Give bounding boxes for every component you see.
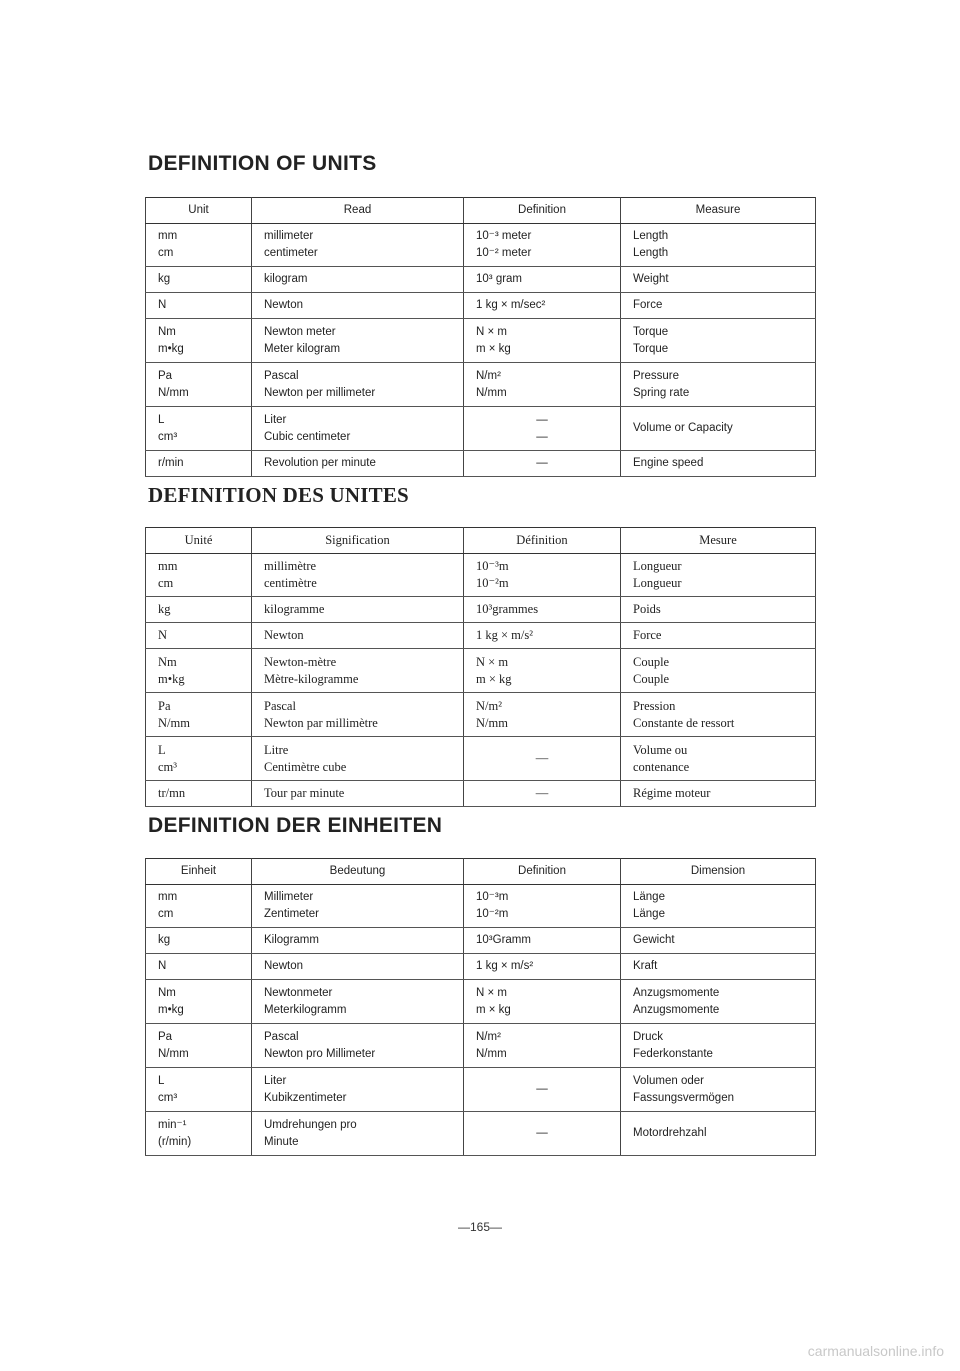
reading-cell: [252, 928, 464, 954]
reading-cell: [252, 293, 464, 319]
reading-text: Meter kilogram: [264, 342, 341, 355]
column-header: Signification: [252, 528, 464, 554]
definition-text: N × m: [476, 654, 509, 669]
table-row: [146, 885, 816, 928]
unit-text: m•kg: [158, 1003, 184, 1016]
definition-cell: [464, 885, 621, 928]
unit-text: kg: [158, 934, 171, 946]
definition-text: 10³grammes: [476, 602, 539, 616]
definition-text: N/mm: [476, 1047, 507, 1060]
reading-text: Cubic centimeter: [264, 430, 351, 443]
reading-text: Pascal: [264, 1030, 299, 1043]
reading-text: Revolution per minute: [264, 457, 376, 469]
measure-cell: [621, 554, 816, 597]
reading-cell: [252, 980, 464, 1024]
definition-text: —: [535, 751, 549, 765]
definition-cell: [464, 267, 621, 293]
measure-cell: [621, 224, 816, 267]
definition-cell: [464, 363, 621, 407]
measure-text: Couple: [633, 671, 670, 686]
definition-text: 10⁻³m: [476, 559, 509, 573]
column-header: Unit: [146, 198, 252, 224]
definition-text: —: [536, 1127, 548, 1139]
unit-text: Pa: [158, 369, 173, 382]
unit-text: Pa: [158, 698, 171, 713]
unit-cell: [146, 954, 252, 980]
column-header: Mesure: [621, 528, 816, 554]
measure-text: Force: [633, 628, 662, 642]
definition-text: 10⁻²m: [476, 908, 509, 920]
reading-text: Meterkilogramm: [264, 1003, 347, 1016]
definition-cell: [464, 980, 621, 1024]
definition-text: —: [536, 457, 548, 469]
reading-text: Litre: [264, 742, 289, 757]
reading-text: Centimètre cube: [264, 759, 347, 774]
column-header: Bedeutung: [252, 859, 464, 885]
unit-cell: [146, 737, 252, 781]
table-row: [146, 597, 816, 623]
reading-text: Pascal: [264, 698, 296, 713]
reading-text: Newton par millimètre: [264, 715, 378, 730]
measure-text: Couple: [633, 654, 670, 669]
measure-text: Weight: [633, 273, 669, 285]
table-row: [146, 737, 816, 781]
definition-cell: [464, 597, 621, 623]
unit-text: L: [158, 1074, 165, 1087]
reading-text: Mètre-kilogramme: [264, 671, 359, 686]
definition-text: 10³ gram: [476, 273, 523, 285]
measure-text: Poids: [633, 602, 661, 616]
definition-text: m × kg: [476, 671, 512, 686]
reading-text: Newton: [264, 628, 304, 642]
measure-text: Fassungsvermögen: [633, 1091, 734, 1104]
reading-cell: [252, 1068, 464, 1112]
unit-text: cm³: [158, 759, 178, 774]
reading-cell: [252, 267, 464, 293]
table-row: [146, 1068, 816, 1112]
unit-text: Nm: [158, 986, 176, 999]
definition-text: —: [536, 430, 548, 443]
unit-text: cm: [158, 908, 174, 920]
definition-cell: [464, 649, 621, 693]
table-row: [146, 363, 816, 407]
definition-text: N × m: [476, 986, 507, 999]
definition-cell: [464, 1024, 621, 1068]
unit-cell: [146, 363, 252, 407]
definition-text: —: [536, 1083, 548, 1095]
unit-text: r/min: [158, 457, 184, 469]
definition-text: N/m²: [476, 698, 502, 713]
measure-text: Pressure: [633, 369, 680, 382]
unit-text: L: [158, 413, 165, 426]
definition-cell: [464, 954, 621, 980]
unit-cell: [146, 293, 252, 319]
definition-cell: [464, 623, 621, 649]
reading-text: Millimeter: [264, 891, 314, 903]
column-header: Read: [252, 198, 464, 224]
definition-text: N/mm: [476, 715, 508, 730]
definition-text: N/m²: [476, 369, 501, 382]
reading-text: centimeter: [264, 247, 318, 259]
definition-cell: [464, 928, 621, 954]
definition-cell: [464, 1112, 621, 1156]
reading-text: Kilogramm: [264, 934, 319, 946]
unit-text: Nm: [158, 325, 176, 338]
unit-text: Pa: [158, 1030, 173, 1043]
unit-cell: [146, 554, 252, 597]
reading-text: Newton-mètre: [264, 654, 337, 669]
unit-cell: [146, 407, 252, 451]
unit-text: tr/mn: [158, 786, 186, 800]
measure-text: Gewicht: [633, 934, 675, 946]
reading-cell: [252, 597, 464, 623]
definition-cell: [464, 224, 621, 267]
measure-cell: [621, 407, 816, 451]
units-table-en: [145, 197, 816, 477]
reading-text: Newton meter: [264, 325, 336, 338]
unit-text: cm³: [158, 430, 178, 443]
unit-cell: [146, 623, 252, 649]
definition-cell: [464, 451, 621, 477]
definition-text: m × kg: [476, 342, 511, 355]
table-row: [146, 224, 816, 267]
definition-text: m × kg: [476, 1003, 511, 1016]
unit-cell: [146, 451, 252, 477]
measure-text: Spring rate: [633, 386, 690, 399]
reading-text: centimètre: [264, 576, 317, 590]
definition-text: 10³Gramm: [476, 934, 531, 946]
definition-cell: [464, 781, 621, 807]
column-header: Unité: [146, 528, 252, 554]
measure-cell: [621, 1112, 816, 1156]
definition-cell: [464, 319, 621, 363]
reading-text: Liter: [264, 413, 287, 426]
unit-text: N/mm: [158, 1047, 189, 1060]
unit-text: cm: [158, 576, 174, 590]
table-row: [146, 928, 816, 954]
measure-text: Volume or Capacity: [633, 422, 733, 434]
measure-text: Anzugsmomente: [633, 986, 720, 999]
measure-text: Length: [633, 230, 669, 242]
measure-cell: [621, 649, 816, 693]
table-row: [146, 980, 816, 1024]
unit-cell: [146, 1112, 252, 1156]
page-number: —165—: [457, 1220, 503, 1234]
title-fr: DEFINITION DES UNITES: [148, 483, 409, 507]
unit-cell: [146, 1068, 252, 1112]
definition-text: 1 kg × m/s²: [476, 628, 533, 642]
definition-cell: [464, 693, 621, 737]
reading-cell: [252, 649, 464, 693]
definition-text: 1 kg × m/sec²: [476, 299, 546, 311]
reading-text: kilogramme: [264, 602, 325, 616]
measure-text: Régime moteur: [633, 786, 711, 800]
column-header: Définition: [464, 528, 621, 554]
unit-text: cm: [158, 247, 174, 259]
measure-text: Pression: [633, 698, 676, 713]
table-row: [146, 693, 816, 737]
measure-text: Longueur: [633, 576, 682, 590]
column-header: Definition: [464, 198, 621, 224]
table-header-row: [146, 859, 816, 885]
reading-cell: [252, 954, 464, 980]
table-row: [146, 293, 816, 319]
reading-cell: [252, 1112, 464, 1156]
title-en: DEFINITION OF UNITS: [148, 152, 377, 175]
measure-text: Motordrehzahl: [633, 1127, 707, 1139]
unit-text: kg: [158, 273, 171, 285]
measure-cell: [621, 885, 816, 928]
measure-cell: [621, 954, 816, 980]
unit-cell: [146, 1024, 252, 1068]
reading-cell: [252, 737, 464, 781]
measure-text: Torque: [633, 325, 669, 338]
definition-text: 10⁻² meter: [476, 247, 532, 259]
measure-text: Force: [633, 299, 663, 311]
reading-text: Liter: [264, 1074, 287, 1087]
measure-cell: [621, 1024, 816, 1068]
definition-text: 10⁻²m: [476, 576, 509, 590]
table-row: [146, 954, 816, 980]
unit-cell: [146, 693, 252, 737]
reading-text: Pascal: [264, 369, 299, 382]
table-row: [146, 1024, 816, 1068]
reading-text: Tour par minute: [264, 786, 345, 800]
definition-text: N/mm: [476, 386, 507, 399]
measure-cell: [621, 1068, 816, 1112]
unit-cell: [146, 267, 252, 293]
reading-cell: [252, 693, 464, 737]
table-row: [146, 267, 816, 293]
definition-cell: [464, 293, 621, 319]
measure-text: Länge: [633, 891, 665, 903]
reading-cell: [252, 623, 464, 649]
unit-cell: [146, 597, 252, 623]
watermark: carmanualsonline.info: [807, 1343, 944, 1359]
reading-cell: [252, 1024, 464, 1068]
unit-cell: [146, 928, 252, 954]
reading-cell: [252, 451, 464, 477]
table-row: [146, 649, 816, 693]
unit-text: Nm: [158, 654, 177, 669]
unit-text: (r/min): [158, 1135, 192, 1148]
reading-cell: [252, 224, 464, 267]
unit-text: m•kg: [158, 671, 185, 686]
unit-text: kg: [158, 602, 171, 616]
table-row: [146, 554, 816, 597]
reading-text: Newton per millimeter: [264, 386, 376, 399]
measure-text: Constante de ressort: [633, 715, 735, 730]
unit-text: N/mm: [158, 386, 189, 399]
definition-text: —: [536, 413, 548, 426]
unit-text: min⁻¹: [158, 1118, 187, 1131]
measure-text: Volume ou: [633, 742, 688, 757]
reading-text: millimètre: [264, 559, 317, 573]
reading-text: Minute: [264, 1135, 299, 1148]
column-header: Einheit: [146, 859, 252, 885]
measure-text: Federkonstante: [633, 1047, 713, 1060]
unit-text: N: [158, 299, 167, 311]
measure-cell: [621, 451, 816, 477]
table-row: [146, 451, 816, 477]
measure-cell: [621, 363, 816, 407]
definition-text: N × m: [476, 325, 507, 338]
measure-text: contenance: [633, 759, 690, 774]
table-row: [146, 623, 816, 649]
reading-cell: [252, 781, 464, 807]
reading-cell: [252, 407, 464, 451]
reading-text: Kubikzentimeter: [264, 1091, 347, 1104]
title-de: DEFINITION DER EINHEITEN: [148, 814, 443, 837]
definition-cell: [464, 1068, 621, 1112]
measure-text: Druck: [633, 1030, 664, 1043]
definition-cell: [464, 737, 621, 781]
unit-text: m•kg: [158, 342, 184, 355]
unit-cell: [146, 319, 252, 363]
measure-text: Torque: [633, 342, 669, 355]
unit-cell: [146, 885, 252, 928]
table-row: [146, 319, 816, 363]
reading-cell: [252, 319, 464, 363]
measure-cell: [621, 267, 816, 293]
reading-text: Umdrehungen pro: [264, 1118, 357, 1131]
reading-text: Zentimeter: [264, 908, 319, 920]
table-header-row: [146, 528, 816, 554]
unit-text: N: [158, 628, 168, 642]
measure-text: Length: [633, 247, 669, 259]
unit-text: L: [158, 742, 166, 757]
unit-text: N: [158, 960, 167, 972]
reading-text: Newtonmeter: [264, 986, 333, 999]
unit-text: cm³: [158, 1091, 178, 1104]
measure-cell: [621, 928, 816, 954]
definition-text: N/m²: [476, 1030, 501, 1043]
reading-cell: [252, 363, 464, 407]
unit-text: N/mm: [158, 715, 190, 730]
measure-text: Volumen oder: [633, 1074, 704, 1087]
definition-cell: [464, 407, 621, 451]
measure-text: Anzugsmomente: [633, 1003, 720, 1016]
measure-cell: [621, 319, 816, 363]
measure-cell: [621, 597, 816, 623]
unit-cell: [146, 649, 252, 693]
measure-text: Longueur: [633, 559, 682, 573]
measure-cell: [621, 781, 816, 807]
column-header: Measure: [621, 198, 816, 224]
reading-cell: [252, 554, 464, 597]
unit-text: mm: [158, 559, 178, 573]
units-table-fr: [145, 527, 816, 807]
measure-text: Kraft: [633, 960, 658, 972]
reading-text: Newton pro Millimeter: [264, 1047, 376, 1060]
unit-cell: [146, 781, 252, 807]
table-header-row: [146, 198, 816, 224]
table-row: [146, 1112, 816, 1156]
column-header: Definition: [464, 859, 621, 885]
unit-cell: [146, 980, 252, 1024]
unit-cell: [146, 224, 252, 267]
definition-cell: [464, 554, 621, 597]
reading-text: Newton: [264, 299, 303, 311]
column-header: Dimension: [621, 859, 816, 885]
reading-text: Newton: [264, 960, 303, 972]
definition-text: —: [535, 786, 549, 800]
measure-cell: [621, 623, 816, 649]
definition-text: 10⁻³m: [476, 891, 509, 903]
reading-cell: [252, 885, 464, 928]
table-row: [146, 781, 816, 807]
unit-text: mm: [158, 891, 178, 903]
definition-text: 1 kg × m/s²: [476, 960, 534, 972]
definition-text: 10⁻³ meter: [476, 230, 532, 242]
table-row: [146, 407, 816, 451]
unit-text: mm: [158, 230, 178, 242]
reading-text: kilogram: [264, 273, 308, 285]
measure-cell: [621, 737, 816, 781]
measure-text: Engine speed: [633, 457, 704, 469]
units-table-de: [145, 858, 816, 1156]
measure-cell: [621, 980, 816, 1024]
measure-cell: [621, 293, 816, 319]
measure-cell: [621, 693, 816, 737]
reading-text: millimeter: [264, 230, 314, 242]
measure-text: Länge: [633, 908, 665, 920]
